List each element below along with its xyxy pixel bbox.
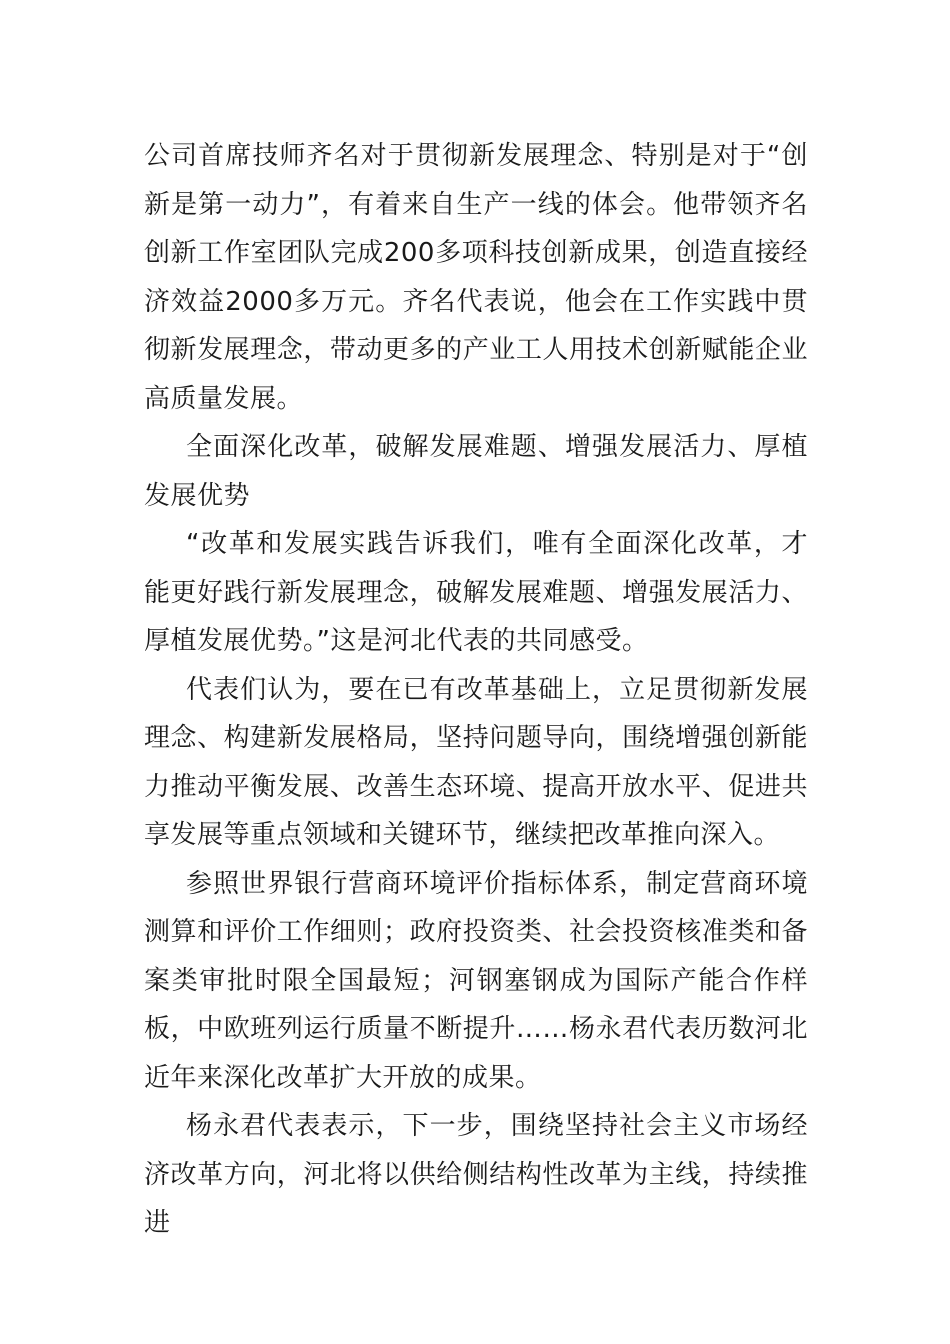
paragraph-1: 公司首席技师齐名对于贯彻新发展理念、特别是对于“创新是第一动力”，有着来自生产一线的体会。他带领齐名创新工作室团队完成200多项科技创新成果，创造直接经济效益2000多万元。齐名代表说，他会在工作实践中贯彻新发展理念，带动更多的产业工人用技术创新赋能企业高质量发展。 — [144, 141, 808, 414]
paragraph-6: 杨永君代表表示，下一步，围绕坚持社会主义市场经济改革方向，河北将以供给侧结构性改革为主线，持续推进 — [144, 1111, 808, 1238]
paragraph-3: “改革和发展实践告诉我们，唯有全面深化改革，才能更好践行新发展理念，破解发展难题、增强发展活力、厚植发展优势。”这是河北代表的共同感受。 — [144, 529, 808, 656]
document-body — [144, 132, 808, 1248]
paragraph-4: 代表们认为，要在已有改革基础上，立足贯彻新发展理念、构建新发展格局，坚持问题导向，围绕增强创新能力推动平衡发展、改善生态环境、提高开放水平、促进共享发展等重点领域和关键环节，继续把改革推向深入。 — [144, 674, 808, 850]
paragraph-5: 参照世界银行营商环境评价指标体系，制定营商环境测算和评价工作细则；政府投资类、社会投资核准类和备案类审批时限全国最短；河钢塞钢成为国际产能合作样板，中欧班列运行质量不断提升……杨永君代表历数河北近年来深化改革扩大开放的成果。 — [144, 868, 808, 1093]
paragraph-2-heading: 全面深化改革，破解发展难题、增强发展活力、厚植发展优势 — [144, 432, 808, 511]
